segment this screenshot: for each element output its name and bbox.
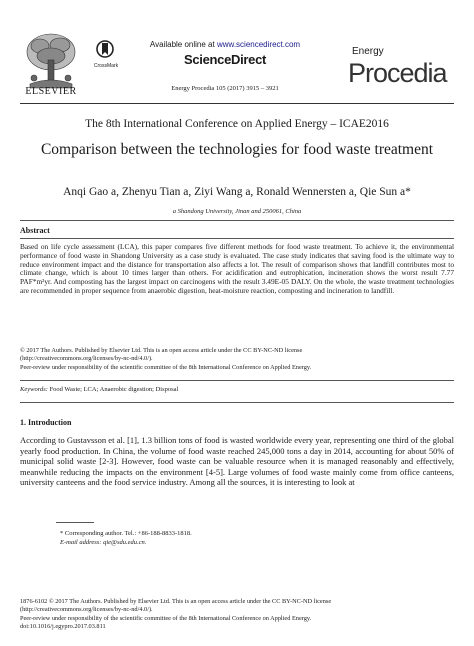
keywords-text: Food Waste; LCA; Anaerobic digestion; Disposal [47, 386, 179, 393]
publisher-name: ELSEVIER [25, 86, 77, 97]
doi[interactable]: doi:10.1016/j.egypro.2017.03.811 [20, 622, 106, 630]
bottom-license [20, 598, 454, 631]
abstract-heading: Abstract [20, 226, 50, 235]
crossmark-icon[interactable] [96, 40, 114, 62]
footnote [60, 530, 192, 547]
paper-title: Comparison between the technologies for food waste treatment [40, 141, 434, 158]
footnote-divider [56, 522, 94, 523]
journal-name-top: Energy [352, 46, 384, 57]
sciencedirect-link[interactable]: www.sciencedirect.com [216, 40, 301, 49]
introduction-heading: 1. Introduction [20, 418, 72, 427]
keywords-label: Keywords: [20, 386, 48, 393]
header-divider [20, 103, 454, 104]
introduction-text: According to Gustavsson et al. [1], 1.3 billion tons of food is wasted worldwide every year, representing one third of the global yearly food production. In China, the volume of food waste reached 245,000 tons a day in 2014, accounting for about 50% of municipal solid waste [2-3]. However, food waste can be valuable resource when it is managed reasonably and effectively, meanwhile reducing the impacts on the environment [4-5]. Large volumes of food waste mainly come from office canteens, university canteens and the food service industry. Among all the sources, it is interesting to look at [20, 435, 454, 487]
affiliation-divider [20, 220, 454, 221]
crossmark-label: CrossMark [93, 63, 119, 69]
bottom-license-link[interactable]: (http://creativecommons.org/licenses/by-nc-nd/4.0/). [20, 606, 153, 614]
keywords-divider [20, 402, 454, 403]
abstract-divider [20, 238, 454, 239]
corresponding-author: * Corresponding author. Tel.: +86-188-8833-1818. [60, 530, 192, 537]
copyright-line-3: Peer-review under responsibility of the scientific committee of the 8th International Conference on Applied Energy. [20, 363, 312, 371]
author-email: E-mail address: qie@sdu.edu.cn. [60, 538, 147, 546]
affiliation: a Shandong University, Jinan and 250061, China [172, 208, 302, 215]
author-list: Anqi Gao a, Zhenyu Tian a, Ziyi Wang a, Ronald Wennersten a, Qie Sun a* [63, 186, 411, 198]
copyright-line-1: © 2017 The Authors. Published by Elsevier Ltd. This is an open access article under the CC BY-NC-ND license [20, 347, 303, 354]
keywords-line [20, 386, 178, 393]
available-online [140, 40, 310, 49]
available-prefix: Available online at [149, 40, 217, 49]
copyright-divider [20, 380, 454, 381]
journal-name-main: Procedia [348, 58, 447, 88]
copyright-license-link[interactable]: (http://creativecommons.org/licenses/by-nc-nd/4.0/). [20, 355, 153, 363]
copyright-block [20, 347, 454, 372]
conference-line: The 8th International Conference on Applied Energy – ICAE2016 [85, 118, 389, 130]
bottom-line-1: 1876-6102 © 2017 The Authors. Published by Elsevier Ltd. This is an open access article under the CC BY-NC-ND license [20, 598, 332, 605]
elsevier-tree-logo [20, 28, 82, 90]
journal-citation: Energy Procedia 105 (2017) 3915 – 3921 [171, 85, 279, 92]
sciencedirect-wordmark: ScienceDirect [183, 52, 267, 67]
bottom-line-3: Peer-review under responsibility of the scientific committee of the 8th International Conference on Applied Energy. [20, 614, 312, 622]
abstract-text: Based on life cycle assessment (LCA), this paper compares five different methods for food waste treatment. To achieve it, the environmental performance of food waste in Shandong University as a case study is evaluated. The case study indicates that saving food is the ultimate way to reduce environment impact and the distance for transportation also affects a lot. The result of comparison shows that landfill contributes most to climate change, which is about 10 times larger than others. For acidification and eutrophication, incineration shows the worst result 7.77 PAF*m²yr. And composting has the largest impact on carcinogens with the result 3.49E-05 DALY. On the whole, the waste treatment technologies are recommended in proper sequence from anaerobic digestion, heat-moisture reaction, composting and incineration to landfill. [20, 242, 454, 295]
